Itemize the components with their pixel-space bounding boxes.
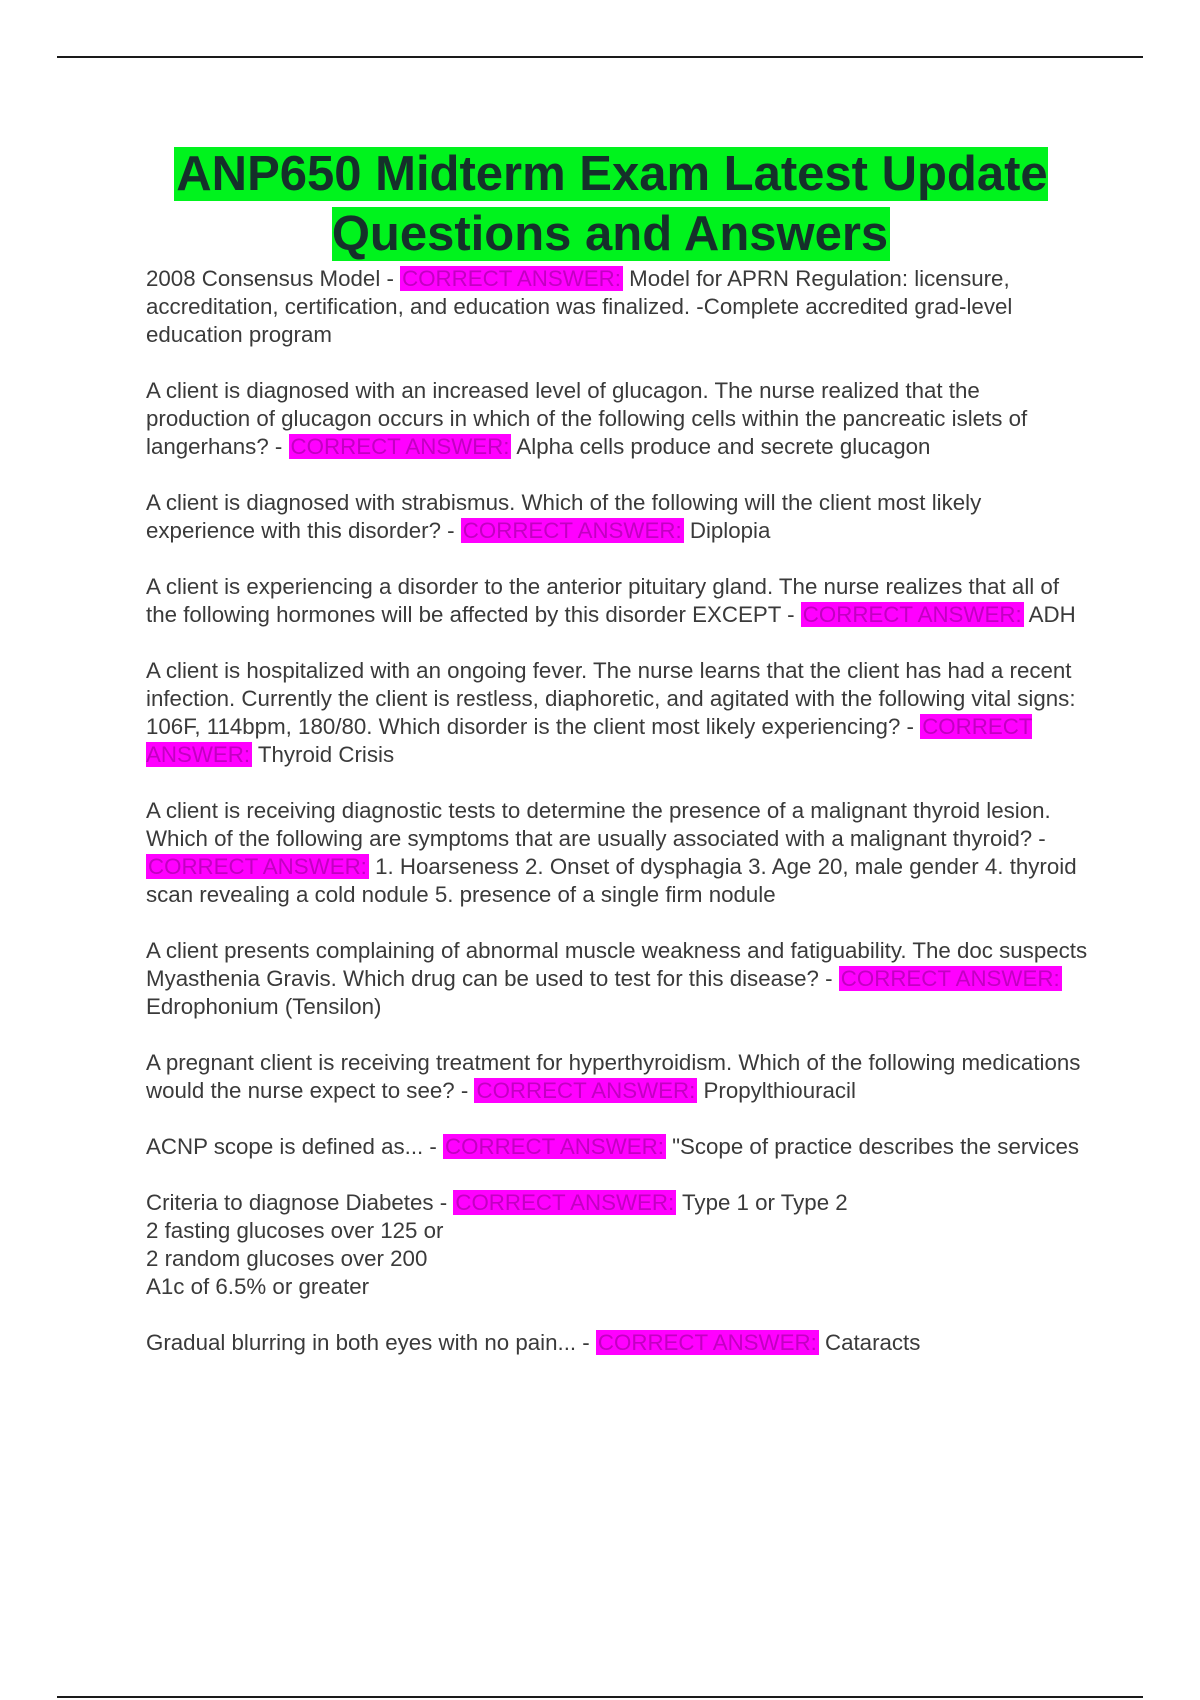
qa-item-7 — [146, 937, 1090, 1021]
answer-text: Type 1 or Type 2 — [676, 1190, 848, 1215]
qa-item-6 — [146, 797, 1090, 909]
question-text: Gradual blurring in both eyes with no pain... - — [146, 1330, 596, 1355]
answer-text: Thyroid Crisis — [252, 742, 395, 767]
title-highlight: ANP650 Midterm Exam Latest Update Questions and Answers — [176, 147, 1048, 261]
correct-answer-marker: CORRECT ANSWER: — [402, 266, 621, 291]
question-text: Criteria to diagnose Diabetes - — [146, 1190, 454, 1215]
correct-answer-marker: CORRECT ANSWER: — [802, 602, 1022, 627]
answer-text: Edrophonium (Tensilon) — [146, 994, 382, 1019]
answer-text: Propylthiouracil — [697, 1078, 856, 1103]
qa-item-5 — [146, 657, 1090, 769]
answer-extra-line: 2 random glucoses over 200 — [146, 1246, 428, 1271]
question-text: 2008 Consensus Model - — [146, 266, 401, 291]
qa-item-11 — [146, 1329, 1090, 1357]
answer-text: Diplopia — [683, 518, 771, 543]
question-text: A client is experiencing a disorder to the anterior pituitary gland. The nurse realizes that all of the following hormones will be affected by this disorder EXCEPT - — [146, 574, 1060, 627]
qa-item-4 — [146, 573, 1090, 629]
answer-text: "Scope of practice describes the services — [665, 1134, 1080, 1159]
answer-text: ADH — [1023, 602, 1076, 627]
correct-answer-marker: CORRECT ANSWER: — [290, 434, 510, 459]
document-title — [140, 144, 1082, 264]
answer-text: Cataracts — [818, 1330, 921, 1355]
qa-item-9 — [146, 1133, 1090, 1161]
correct-answer-marker: CORRECT ANSWER: — [148, 854, 367, 879]
question-text: A client is diagnosed with an increased level of glucagon. The nurse realized that the production of glucagon occurs in which of the following cells within the pancreatic islets of langerhans? - — [146, 378, 1028, 459]
question-text: ACNP scope is defined as... - — [146, 1134, 444, 1159]
question-text: A pregnant client is receiving treatment for hyperthyroidism. Which of the following medications would the nurse expect to see? - — [146, 1050, 1081, 1103]
top-rule — [57, 56, 1143, 58]
qa-item-3 — [146, 489, 1090, 545]
correct-answer-marker: CORRECT ANSWER: — [476, 1078, 696, 1103]
answer-text: 1. Hoarseness 2. Onset of dysphagia 3. Age 20, male gender 4. thyroid scan revealing a cold nodule 5. presence of a single firm nodule — [146, 854, 1077, 907]
qa-item-10 — [146, 1189, 1090, 1301]
question-text: A client is hospitalized with an ongoing fever. The nurse learns that the client has had a recent infection. Currently the client is restless, diaphoretic, and agitated with the following vital signs: 106F, 114bpm, 180/80. Which disorder is the client most likely experiencing? - — [146, 658, 1076, 739]
correct-answer-marker: CORRECT ANSWER: — [840, 966, 1060, 991]
answer-extra-line: 2 fasting glucoses over 125 or — [146, 1218, 444, 1243]
qa-list — [146, 265, 1090, 1385]
qa-item-2 — [146, 377, 1090, 461]
answer-extra-line: A1c of 6.5% or greater — [146, 1274, 370, 1299]
question-text: A client presents complaining of abnormal muscle weakness and fatiguability. The doc suspects Myasthenia Gravis. Which drug can be used to test for this disease? - — [146, 938, 1088, 991]
correct-answer-marker: CORRECT ANSWER: — [146, 714, 1033, 767]
question-text: A client is receiving diagnostic tests to determine the presence of a malignant thyroid lesion. Which of the following are symptoms that are usually associated with a malignant thyroid? - — [146, 798, 1051, 851]
bottom-rule — [57, 1696, 1143, 1698]
qa-item-8 — [146, 1049, 1090, 1105]
correct-answer-marker: CORRECT ANSWER: — [462, 518, 682, 543]
question-text: A client is diagnosed with strabismus. Which of the following will the client most likely experience with this disorder? - — [146, 490, 982, 543]
answer-text: Alpha cells produce and secrete glucagon — [511, 434, 931, 459]
correct-answer-marker: CORRECT ANSWER: — [597, 1330, 817, 1355]
correct-answer-marker: CORRECT ANSWER: — [445, 1134, 664, 1159]
answer-text: Model for APRN Regulation: licensure, accreditation, certification, and education was finalized. -Complete accredited grad-level education program — [146, 266, 1013, 347]
qa-item-1 — [146, 265, 1090, 349]
correct-answer-marker: CORRECT ANSWER: — [455, 1190, 675, 1215]
